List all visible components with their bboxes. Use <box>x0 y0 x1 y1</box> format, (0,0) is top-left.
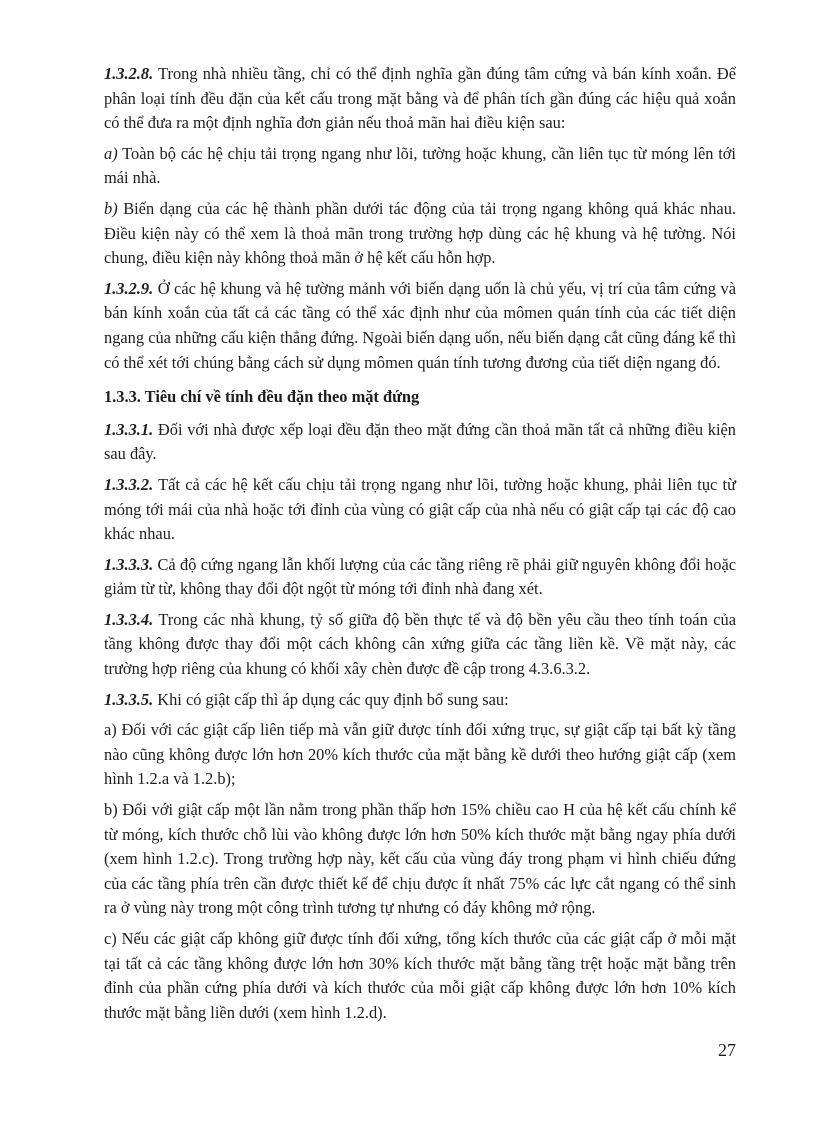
paragraph-text: Ở các hệ khung và hệ tường mảnh với biến dạng uốn là chủ yếu, vị trí của tâm cứng và bán kính xoắn của tất cả các tầng có thể xác định như của mômen quán tính của các tiết diện ngang của những cấu kiện thẳng đứng. Ngoài biến dạng uốn, nếu biến dạng cắt cũng đáng kể thì có thể xét tới chúng bằng cách sử dụng mômen quán tính tương đương của tiết diện ngang đó. <box>104 278 736 372</box>
paragraph-rule-b <box>104 798 736 921</box>
clause-number: 1.3.3.2. <box>104 474 154 494</box>
paragraph-text: Tất cả các hệ kết cấu chịu tải trọng ngang như lõi, tường hoặc khung, phải liên tục từ móng tới mái của nhà hoặc tới đỉnh của vùng có giật cấp của nhà nếu có giật cấp tại các độ cao khác nhau. <box>104 474 736 544</box>
page-number: 27 <box>718 1040 736 1060</box>
paragraph-text: Cả độ cứng ngang lẫn khối lượng của các tầng riêng rẽ phải giữ nguyên không đổi hoặc giảm từ từ, không thay đổi đột ngột từ móng tới đỉnh nhà đang xét. <box>104 554 736 599</box>
paragraph-1-3-3-4 <box>104 608 736 682</box>
paragraph-1-3-2-9 <box>104 277 736 375</box>
paragraph-text: Đối với nhà được xếp loại đều đặn theo mặt đứng cần thoả mãn tất cả những điều kiện sau đây. <box>104 419 736 464</box>
section-heading: 1.3.3. Tiêu chí về tính đều đặn theo mặt đứng <box>104 387 420 407</box>
clause-number: 1.3.3.3. <box>104 554 154 574</box>
condition-letter: b) <box>104 198 118 218</box>
paragraph-1-3-3-5 <box>104 688 736 713</box>
paragraph-1-3-3-1 <box>104 418 736 467</box>
paragraph-1-3-3-2 <box>104 473 736 547</box>
paragraph-rule-a <box>104 718 736 792</box>
paragraph-text: a) Đối với các giật cấp liên tiếp mà vẫn giữ được tính đối xứng trục, sự giật cấp tại bất kỳ tầng nào cũng không được lớn hơn 20% kích thước của mặt bằng kề dưới theo hướng giật cấp (xem hình 1.2.a và 1.2.b); <box>104 720 736 789</box>
clause-number: 1.3.3.5. <box>104 689 154 709</box>
paragraph-1-3-2-8 <box>104 62 736 136</box>
condition-letter: a) <box>104 143 118 163</box>
page-body <box>104 62 736 1031</box>
clause-number: 1.3.2.8. <box>104 64 154 83</box>
paragraph-text: b) Đối với giật cấp một lần nằm trong phần thấp hơn 15% chiều cao H của hệ kết cấu chính kể từ móng, kích thước chỗ lùi vào không được lớn hơn 50% kích thước mặt bằng ngay phía dưới (xem hình 1.2.c). Trong trường hợp này, kết cấu của vùng đáy trong phạm vi hình chiếu đứng của các tầng phía trên cần được thiết kế để chịu được ít nhất 75% các lực cắt ngang có thể sinh ra ở vùng này trong một công trình tương tự nhưng có đáy không mở rộng. <box>104 800 736 918</box>
paragraph-text: Toàn bộ các hệ chịu tải trọng ngang như lõi, tường hoặc khung, cần liên tục từ móng lên tới mái nhà. <box>104 143 736 188</box>
paragraph-text: Trong nhà nhiều tầng, chỉ có thể định nghĩa gần đúng tâm cứng và bán kính xoắn. Để phân loại tính đều đặn của kết cấu trong mặt bằng và để phân tích gần đúng các hiệu quả xoắn có thể đưa ra một định nghĩa đơn giản nếu thoả mãn hai điều kiện sau: <box>104 64 736 133</box>
paragraph-text: Trong các nhà khung, tỷ số giữa độ bền thực tế và độ bền yêu cầu theo tính toán của tầng không được thay đổi một cách không cân xứng giữa các tầng liền kề. Về mặt này, các trường hợp riêng của khung có khối xây chèn được đề cập trong 4.3.6.3.2. <box>104 609 736 679</box>
paragraph-condition-a <box>104 142 736 191</box>
paragraph-condition-b <box>104 197 736 271</box>
paragraph-1-3-3-3 <box>104 553 736 602</box>
paragraph-text: c) Nếu các giật cấp không giữ được tính đối xứng, tổng kích thước của các giật cấp ở mỗi mặt tại tất cả các tầng không được lớn hơn 30% kích thước mặt bằng tầng trệt hoặc mặt bằng trên đỉnh của phần cứng phía dưới và kích thước của mỗi giật cấp không được lớn hơn 10% kích thước mặt bằng liền dưới (xem hình 1.2.d). <box>104 929 736 1022</box>
clause-number: 1.3.2.9. <box>104 278 154 298</box>
clause-number: 1.3.3.4. <box>104 609 154 629</box>
clause-number: 1.3.3.1. <box>104 419 154 439</box>
paragraph-text: Biến dạng của các hệ thành phần dưới tác động của tải trọng ngang không quá khác nhau. Điều kiện này có thể xem là thoả mãn trong trường hợp dùng các hệ khung và hệ tường. Nói chung, điều kiện này không thoả mãn ở hệ kết cấu hỗn hợp. <box>104 198 736 268</box>
paragraph-rule-c <box>104 927 736 1025</box>
paragraph-text: Khi có giật cấp thì áp dụng các quy định bổ sung sau: <box>153 689 509 709</box>
